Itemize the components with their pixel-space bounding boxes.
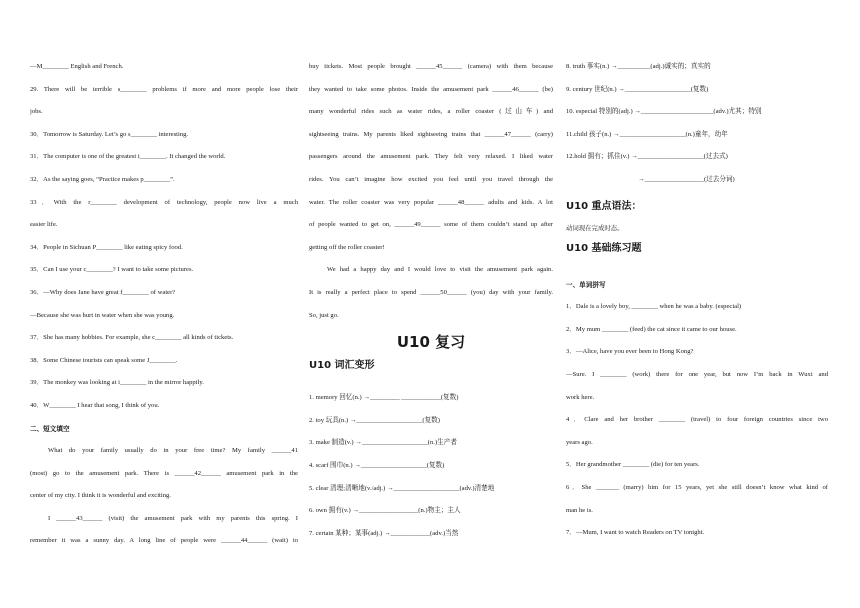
- text-line: —Sure. I ________ (work) there for one year, but now I’m back in Wuxi and: [566, 370, 828, 378]
- vocab-item: 4. scarf 围巾(n.) →____________________(复数): [309, 461, 445, 469]
- passage-line: many wonderful rides such as water rides, a roller coaster (过山车) and: [309, 108, 553, 116]
- passage-line: getting off the roller coaster!: [309, 243, 385, 251]
- text-line: work here.: [566, 393, 595, 401]
- text-line: years ago.: [566, 438, 593, 446]
- text-line: 36．—Why does Jane have great f________ of water?: [30, 288, 176, 296]
- vocab-item: 1. memory 回忆(n.) →_________ ____________(复数): [309, 394, 459, 402]
- vocab-item: 2. toy 玩具(n.) →____________________(复数): [309, 416, 440, 424]
- column-left: [30, 56, 298, 553]
- vocab-item: 8. truth 事实(n.) →__________(adj.)诚实的；真实的: [566, 63, 711, 70]
- text-line: 2．My mum ________ (feed) the cat since it came to our house.: [566, 325, 737, 333]
- passage-line: buy tickets. Most people brought ______45______ (camera) with them because: [309, 63, 553, 70]
- text-line: 31．The computer is one of the greatest i________. It changed the world.: [30, 153, 226, 161]
- text-line: jobs.: [30, 108, 43, 116]
- text-line: 3．—Alice, have you ever been to Hong Kong?: [566, 348, 694, 356]
- section-heading: 一、单词拼写: [566, 280, 606, 289]
- column-middle: [309, 56, 553, 545]
- text-line: 7．—Mum, I want to watch Readers on TV tonight.: [566, 529, 705, 537]
- passage-line: What do your family usually do in your free time? My family ______41: [48, 447, 298, 455]
- text-line: 33．With the r________ development of technology, people now live a much: [30, 198, 298, 206]
- vocab-item: 3. make 制造(v.) →____________________(n.)生产者: [309, 439, 457, 447]
- section-heading: 二、短文填空: [30, 424, 70, 433]
- text-line: —M________ English and French.: [30, 63, 124, 70]
- vocab-item: 12.hold 拥有；抓住(v.) →____________________(过去式): [566, 153, 728, 161]
- page-title: U10 复习: [396, 333, 466, 352]
- column-right: [566, 56, 828, 545]
- passage-line: It is really a perfect place to spend ______50______ (you) day with your family.: [309, 288, 553, 296]
- grammar-note: 动词现在完成时态。: [566, 223, 624, 232]
- text-line: 4．Clare and her brother ________ (travel) to four foreign countries since two: [566, 416, 828, 424]
- text-line: 37．She has many hobbies. For example, she c________ all kinds of tickets.: [30, 334, 234, 342]
- grammar-heading: U10 重点语法：: [566, 200, 642, 212]
- text-line: —Because she was hurt in water when she was young.: [30, 311, 175, 319]
- passage-line: We had a happy day and I would love to visit the amusement park again.: [327, 266, 553, 274]
- text-line: 30．Tomorrow is Saturday. Let’s go s________ interesting.: [30, 130, 189, 138]
- passage-line: of people wanted to get on, ______49______ some of them couldn’t stand up after: [309, 221, 553, 229]
- text-line: 38．Some Chinese tourists can speak some J________.: [30, 356, 178, 364]
- text-line: 6．She _______ (marry) him for 15 years, yet she still doesn’t know what kind of: [566, 483, 828, 491]
- passage-line: water. The roller coaster was very popular ______48______ adults and kids. A lot: [309, 198, 553, 206]
- section-heading-vocab: U10 词汇变形: [309, 360, 375, 372]
- text-line: 40．W________ I hear that song, I think of you.: [30, 401, 160, 409]
- vocab-item: 5. clear 清理;清晰地(v./adj.) →____________________(adv.)清楚地: [309, 484, 495, 492]
- vocab-item: 6. own 拥有(v.) →__________________(n.)物主；主人: [309, 507, 461, 515]
- vocab-item: →__________________(过去分词): [638, 175, 735, 183]
- passage-line: passengers around the amusement park. They felt very relaxed. I liked water: [309, 153, 553, 161]
- text-line: 1．Dale is a lovely boy, ________ when he was a baby. (especial): [566, 303, 742, 311]
- text-line: 35．Can I use your c________? I want to take some pictures.: [30, 266, 194, 274]
- passage-line: remember it was a sunny day. A long line of people were ______44______ (wait) to: [30, 537, 298, 545]
- passage-line: rides. You can’t imagine how excited you feel until you travel through the: [309, 175, 553, 183]
- passage-line: they wanted to take some photos. Inside the amusement park ______46______ (be): [309, 85, 553, 93]
- text-line: easier life.: [30, 221, 58, 229]
- text-line: 39．The monkey was looking at i________ in the mirror happily.: [30, 379, 204, 387]
- text-line: 29. There will be terrible s________ problems if more and more people lose their: [30, 85, 298, 93]
- text-line: 5．Her grandmother ________ (die) for ten years.: [566, 461, 700, 469]
- passage-line: center of my city. I think it is wonderful and exciting.: [30, 492, 171, 500]
- passage-line: I ______43______ (visit) the amusement park with my parents this spring. I: [48, 514, 298, 522]
- vocab-item: 11.child 孩子(n.) →____________________(n.)童年，幼年: [566, 130, 728, 138]
- text-line: 34．People in Sichuan P________ like eating spicy food.: [30, 243, 183, 251]
- practice-heading: U10 基础练习题: [566, 242, 642, 254]
- passage-line: So, just go.: [309, 311, 339, 319]
- text-line: 32．As the saying goes, “Practice makes p________”.: [30, 175, 175, 183]
- text-line: man he is.: [566, 506, 593, 514]
- vocab-item: 10. especial 特别的(adj.) →______________________(adv.)尤其；特别: [566, 108, 762, 116]
- vocab-item: 9. century 世纪(n.) →____________________(复数): [566, 85, 709, 93]
- vocab-item: 7. certain 某种；某事(adj.) →____________(adv.)当然: [309, 529, 459, 537]
- passage-line: sightseeing trains. My parents liked sightseeing trains that ______47______ (carry): [309, 130, 553, 138]
- passage-line: (most) go to the amusement park. There is ______42______ amusement park in the: [30, 469, 298, 477]
